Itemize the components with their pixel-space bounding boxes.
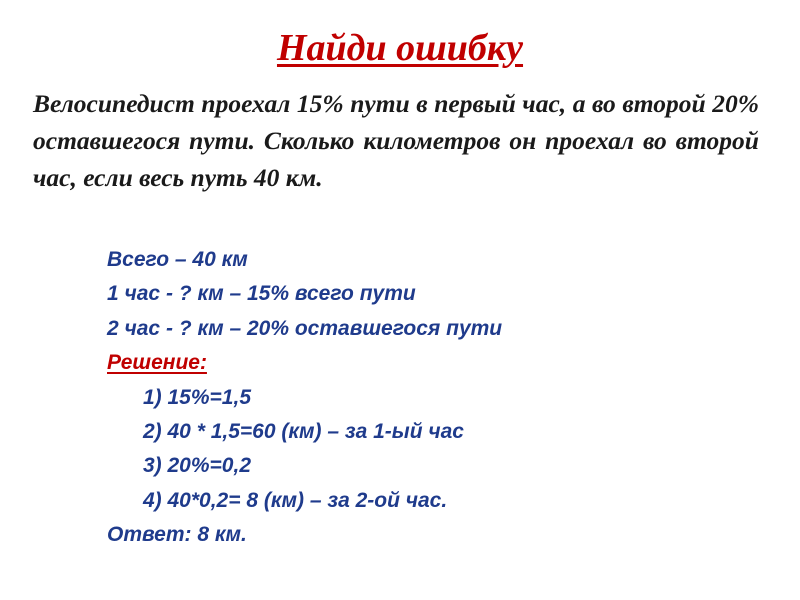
given-line-hour-2: 2 час - ? км – 20% оставшегося пути: [107, 316, 503, 340]
given-line-hour-1: 1 час - ? км – 15% всего пути: [107, 282, 416, 306]
solution-step-2: 2) 40 * 1,5=60 (км) – за 1-ый час: [143, 420, 464, 444]
slide-title: Найди ошибку: [276, 27, 524, 69]
solution-heading: Решение:: [107, 351, 207, 375]
solution-step-1: 1) 15%=1,5: [143, 385, 251, 409]
solution-block: [107, 243, 502, 553]
solution-step-4: 4) 40*0,2= 8 (км) – за 2-ой час.: [143, 488, 448, 512]
given-line-total: Всего – 40 км: [107, 248, 248, 271]
solution-step-3: 3) 20%=0,2: [143, 454, 251, 478]
answer-line: Ответ: 8 км.: [107, 523, 247, 547]
problem-statement: Велосипедист проехал 15% пути в первый час, а во второй 20% оставшегося пути. Сколько километров он проехал во второй час, если весь путь 40 км.: [33, 89, 759, 192]
